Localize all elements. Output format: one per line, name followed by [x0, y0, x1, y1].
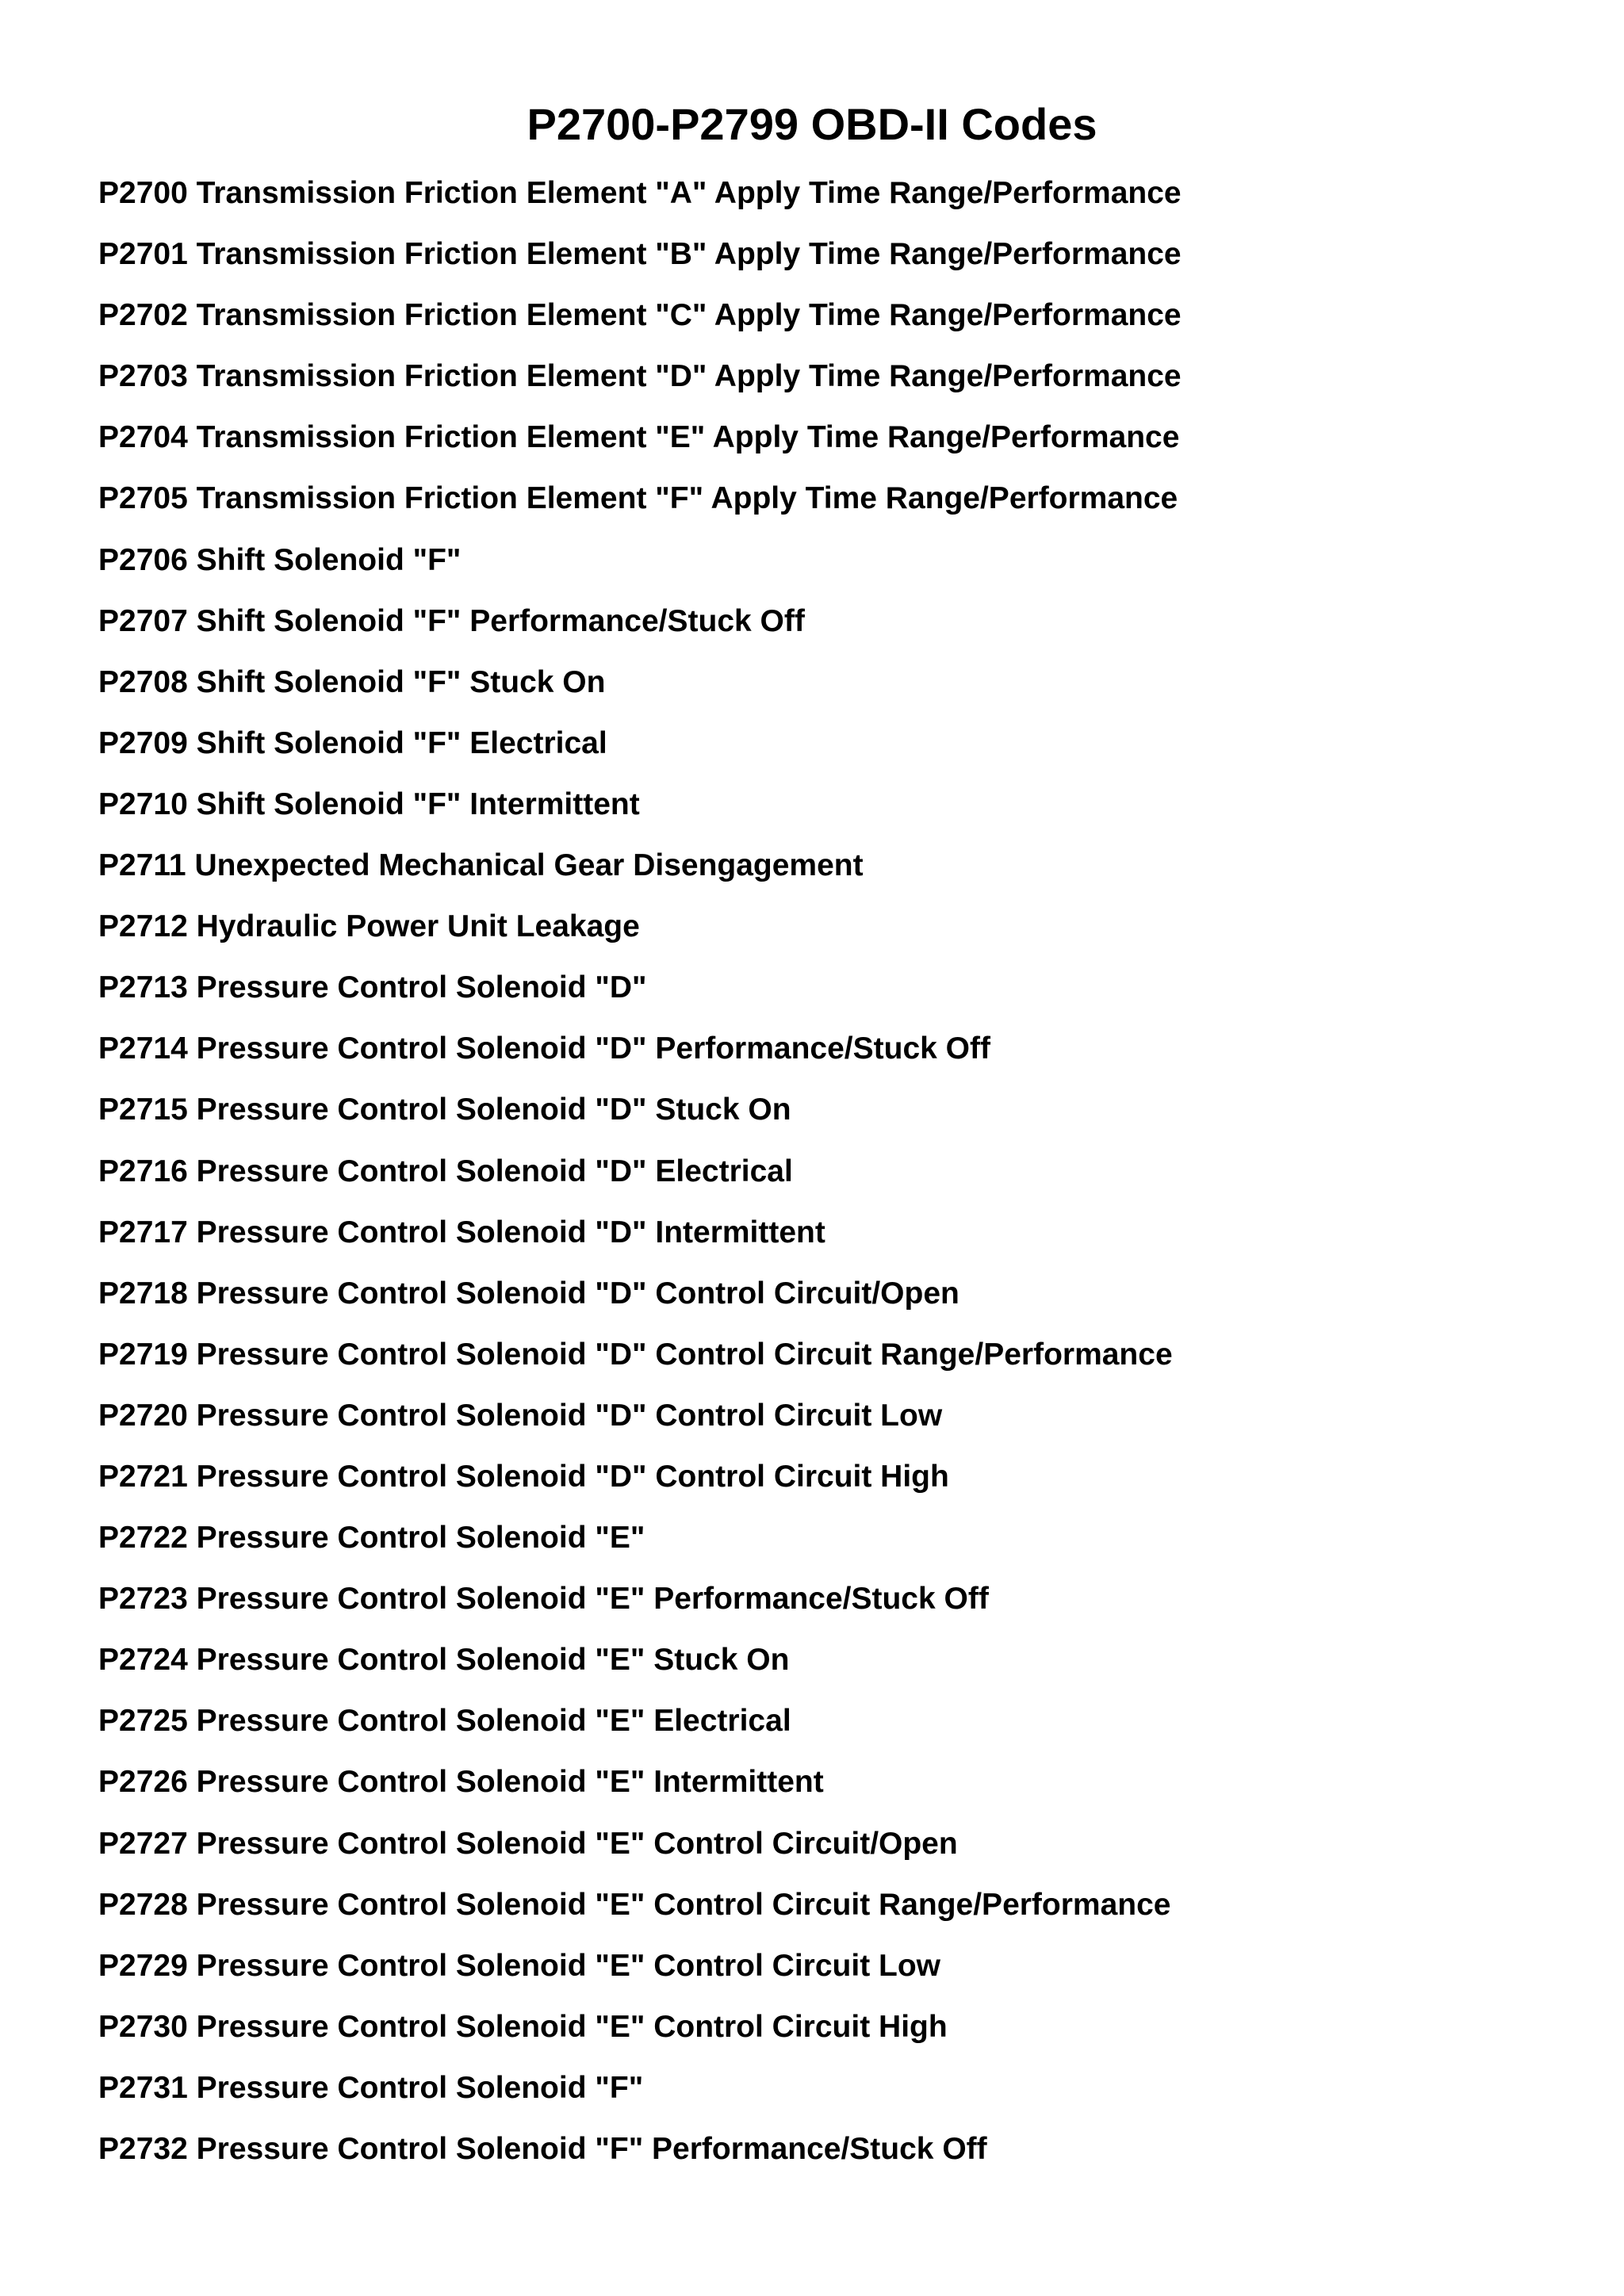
code-row	[98, 845, 1182, 906]
code-id: P2732	[98, 2132, 188, 2166]
code-id: P2704	[98, 420, 188, 455]
code-row	[98, 967, 1182, 1028]
code-row	[98, 601, 1182, 662]
code-row	[98, 1823, 1182, 1885]
code-description: Shift Solenoid "F" Electrical	[196, 725, 607, 760]
code-row	[98, 2007, 1182, 2068]
code-id: P2721	[98, 1459, 188, 1494]
code-description: Shift Solenoid "F"	[196, 542, 462, 577]
code-description: Pressure Control Solenoid "F" Performance/Stuck Off	[196, 2132, 987, 2166]
code-description: Pressure Control Solenoid "D" Control Circuit/Open	[196, 1276, 959, 1311]
code-description: Pressure Control Solenoid "E" Control Circuit Low	[196, 1948, 941, 1983]
code-description: Pressure Control Solenoid "E" Control Circuit High	[196, 2009, 948, 2044]
code-description: Transmission Friction Element "D" Apply Time Range/Performance	[196, 359, 1182, 394]
code-description: Shift Solenoid "F" Stuck On	[196, 664, 606, 699]
code-id: P2702	[98, 298, 188, 333]
code-id: P2726	[98, 1765, 188, 1800]
code-description: Pressure Control Solenoid "D" Stuck On	[196, 1093, 791, 1127]
code-description: Pressure Control Solenoid "D" Control Circuit Range/Performance	[196, 1337, 1173, 1372]
code-description: Pressure Control Solenoid "E" Intermittent	[196, 1765, 824, 1800]
code-description: Pressure Control Solenoid "E" Control Circuit Range/Performance	[196, 1887, 1171, 1922]
code-id: P2720	[98, 1398, 188, 1433]
code-id: P2715	[98, 1093, 188, 1127]
code-description: Pressure Control Solenoid "E"	[196, 1521, 645, 1556]
code-row	[98, 295, 1182, 356]
code-id: P2713	[98, 970, 188, 1005]
code-id: P2731	[98, 2070, 188, 2105]
code-id: P2709	[98, 725, 188, 760]
code-list	[98, 173, 1182, 2190]
code-description: Pressure Control Solenoid "F"	[196, 2070, 644, 2105]
code-row	[98, 784, 1182, 845]
code-id: P2729	[98, 1948, 188, 1983]
code-row	[98, 1885, 1182, 1946]
code-row	[98, 234, 1182, 295]
code-row	[98, 1273, 1182, 1334]
code-row	[98, 173, 1182, 234]
code-row	[98, 1578, 1182, 1640]
code-id: P2728	[98, 1887, 188, 1922]
code-description: Pressure Control Solenoid "E" Stuck On	[196, 1643, 790, 1678]
code-description: Transmission Friction Element "B" Apply Time Range/Performance	[196, 237, 1182, 272]
code-description: Shift Solenoid "F" Performance/Stuck Off	[196, 603, 805, 638]
code-id: P2730	[98, 2009, 188, 2044]
code-id: P2723	[98, 1582, 188, 1617]
code-description: Pressure Control Solenoid "D" Intermittent	[196, 1215, 825, 1249]
code-id: P2716	[98, 1154, 188, 1188]
page-title: P2700-P2799 OBD-II Codes	[527, 99, 1097, 149]
code-row	[98, 723, 1182, 784]
code-description: Pressure Control Solenoid "E" Electrical	[196, 1704, 791, 1739]
code-id: P2717	[98, 1215, 188, 1249]
code-row	[98, 2129, 1182, 2190]
code-row	[98, 478, 1182, 539]
code-id: P2708	[98, 664, 188, 699]
code-id: P2707	[98, 603, 188, 638]
code-description: Pressure Control Solenoid "D" Control Circuit High	[196, 1459, 949, 1494]
code-id: P2711	[98, 848, 186, 883]
code-description: Unexpected Mechanical Gear Disengagement	[194, 848, 864, 883]
code-id: P2703	[98, 359, 188, 394]
code-description: Pressure Control Solenoid "E" Control Circuit/Open	[196, 1826, 958, 1861]
code-row	[98, 1028, 1182, 1089]
code-id: P2700	[98, 176, 188, 210]
code-description: Shift Solenoid "F" Intermittent	[196, 786, 640, 821]
code-row	[98, 1089, 1182, 1150]
code-id: P2725	[98, 1704, 188, 1739]
code-description: Pressure Control Solenoid "D"	[196, 970, 647, 1005]
code-row	[98, 1640, 1182, 1701]
code-row	[98, 1456, 1182, 1517]
code-description: Transmission Friction Element "A" Apply Time Range/Performance	[196, 176, 1182, 210]
code-description: Pressure Control Solenoid "D" Control Circuit Low	[196, 1398, 943, 1433]
code-description: Pressure Control Solenoid "D" Performance/Stuck Off	[196, 1031, 990, 1066]
code-id: P2714	[98, 1031, 188, 1066]
code-row	[98, 1762, 1182, 1823]
code-description: Transmission Friction Element "F" Apply Time Range/Performance	[196, 481, 1178, 516]
code-id: P2705	[98, 481, 188, 516]
code-row	[98, 1701, 1182, 1762]
code-description: Transmission Friction Element "E" Apply Time Range/Performance	[196, 420, 1180, 455]
code-description: Hydraulic Power Unit Leakage	[196, 909, 640, 944]
code-description: Pressure Control Solenoid "D" Electrical	[196, 1154, 793, 1188]
code-row	[98, 906, 1182, 967]
code-id: P2724	[98, 1643, 188, 1678]
code-row	[98, 1212, 1182, 1273]
code-id: P2706	[98, 542, 188, 577]
code-row	[98, 356, 1182, 417]
code-row	[98, 540, 1182, 601]
code-row	[98, 1517, 1182, 1578]
code-id: P2701	[98, 237, 188, 272]
code-id: P2719	[98, 1337, 188, 1372]
code-row	[98, 662, 1182, 723]
code-row	[98, 1334, 1182, 1395]
code-row	[98, 1946, 1182, 2007]
code-description: Pressure Control Solenoid "E" Performance/Stuck Off	[196, 1582, 989, 1617]
code-description: Transmission Friction Element "C" Apply Time Range/Performance	[196, 298, 1182, 333]
code-id: P2712	[98, 909, 188, 944]
code-row	[98, 417, 1182, 478]
code-row	[98, 1151, 1182, 1212]
code-row	[98, 1395, 1182, 1456]
code-id: P2718	[98, 1276, 188, 1311]
code-id: P2727	[98, 1826, 188, 1861]
code-row	[98, 2068, 1182, 2129]
code-id: P2722	[98, 1521, 188, 1556]
code-id: P2710	[98, 786, 188, 821]
